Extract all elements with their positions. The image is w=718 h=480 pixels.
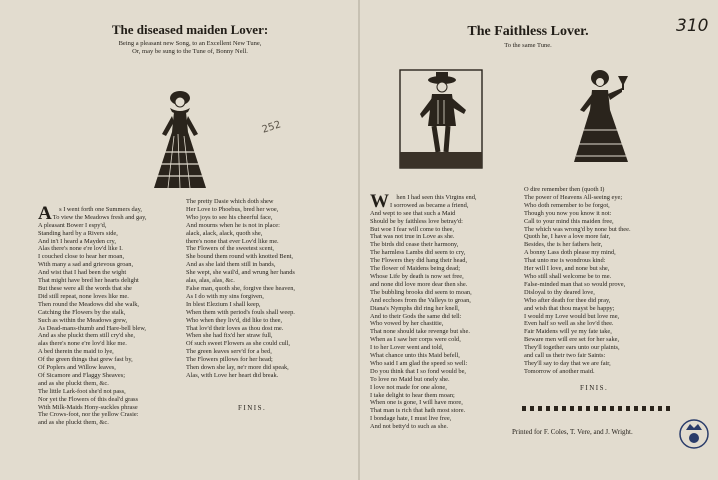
library-stamp-icon — [678, 418, 710, 450]
left-title: The diseased maiden Lover: — [111, 22, 269, 37]
left-verse-col1 — [38, 198, 146, 435]
ornament-rule — [522, 406, 672, 411]
left-subtitle-2: Or, may be sung to the Tune of, Bonny Nell. — [132, 48, 248, 55]
woodcut-lady-with-cup-icon — [566, 66, 638, 166]
left-dropcap: A — [38, 202, 52, 224]
right-subtitle: To the same Tune. — [504, 42, 552, 49]
right-verse-col1 — [370, 186, 477, 439]
pencil-note: 252 — [260, 119, 283, 136]
right-col1-text: hen I had seen this Virgins end, I sorrowed as became a friend, And wept to see that such a Maid Should be by faithless love betray'd: But woe I fear will come to thee, That was not true in Love as she. The birds did cease their harmony, The harmless Lambs did seem to cry, The Flowers they did hang their head, The flower of Maidens being dead; Whose Life by death is now set free, and none did love more dear then she. The bubbling brooks did seem to moan, And ecchoes from the Valleys to groan, Diana's Nymphs did ring her knell, And to their Gods the same did tell: Who vowed by her chastitie, That none should take revenge but she. When as I saw her corps were cold, I to her Lover went and told, What chance unto this Maid befell, Who said I am glad the speed so well: Do you think that I so fond would be, To love no Maid but onely she. I love not made for one alone, I take delight to hear them moan; When one is gone, I will have more, That man is rich that hath most store. I bondage hate, I must live free, And not betty'd to such as she. — [370, 193, 477, 431]
right-verse-col2: O dire remember then (quoth I) The power of Heavens All-seeing eye; Who doth remember to be forgot, Though you now you know it not: Call to your mind this maiden free, The which was wrong'd by none but thee. Quoth he, I have a love more fair, Besides, the is her fathers heir, A bonny Lass doth please my mind, That unto me is wondrous kind: Her will I love, and none but she, Who still shall welcome be to me. False-minded man that so would prove, Disloyal to thy deared love, Who after death for thee did pray, and wish that thou mayst be happy; I would my Love would but love me, Even half so well as she lov'd thee. Fair Maidens will ye my fate take, Beware men will ere set for her sake, They'll together ears unto our plaints, and call us their two fair Saints: They'll say to day that we are fair, Tomorrow of another maid. — [524, 186, 631, 375]
center-fold — [358, 0, 360, 480]
right-title: The Faithless Lover. — [467, 24, 589, 39]
left-col1-text: s I went forth one Summers day, To view the Meadows fresh and gay, A pleasant Bower I espy'd, Standing hard by a Rivers side, And in't I heard a Mayden cry, Alas there's none e're lov'd like I. I couched close to hear her moan, With many a sad and grievous groan, And wist that I had been the wight That might have bred her hearts delight But these were all the words that she Did still repeat, none loves like me. Then round the Meadows did she walk, Catching the Flowers by the stalk, Such as within the Meadows grew, As Dead-mans-thumb and Hare-bell blew, And as she pluckt them still cry'd she, alas there's none e're lov'd like me. A bed therein the maid to lye, Of the green things that grew fast by, Of Poplers and Willow leaves, Of Sicamore and Flaggy Sheaves; and as she pluckt them, &c. The little Lark-foot she'd not pass, Nor yet the Flowers of this deal'd grass With Milk-Maids Hony-suckles phrase The Crows-foot, nor the yellow Crasie: and as she pluckt them, &c. — [38, 205, 147, 427]
left-subtitle-1: Being a pleasant new Song, to an Excellent New Tune, — [118, 40, 262, 47]
woodcut-lady-icon — [140, 82, 220, 190]
imprint: Printed for F. Coles, T. Vere, and J. Wright. — [512, 428, 633, 436]
page-number: 310 — [676, 16, 709, 36]
right-finis: FINIS. — [580, 384, 609, 392]
right-dropcap: W — [370, 190, 389, 212]
woodcut-gentleman-icon — [398, 68, 484, 170]
left-verse-col2: The pretty Dasie which doth shew Her Love to Phoebus, bred her woe, Who joys to see his cheerful face, And mourns when he is not in place: alack, alack, alack, quoth she, there's none that ever Lov'd like me. The Flowers of the sweetest scent, She bound them round with knotted Bent, And as she laid them still in bands, She wept, she wail'd, and wrung her hands alas, alas, alas, &c. False man, quoth she, forgive thee heaven, As I do with my sins forgiven, In blest Elezium I shall keep, When them with period's fouls shall weep. Who when they liv'd, did like to thee, That lov'd their loves as thou dost me. When she had fix'd her straw full, Of such sweet Flowers as she could cull, The green leaves serv'd for a bed, The Flowers pillows for her head; Then down she lay, ne'r more did speak, Alas, with Love her heart did break. — [186, 198, 296, 379]
left-finis: FINIS. — [238, 404, 267, 412]
